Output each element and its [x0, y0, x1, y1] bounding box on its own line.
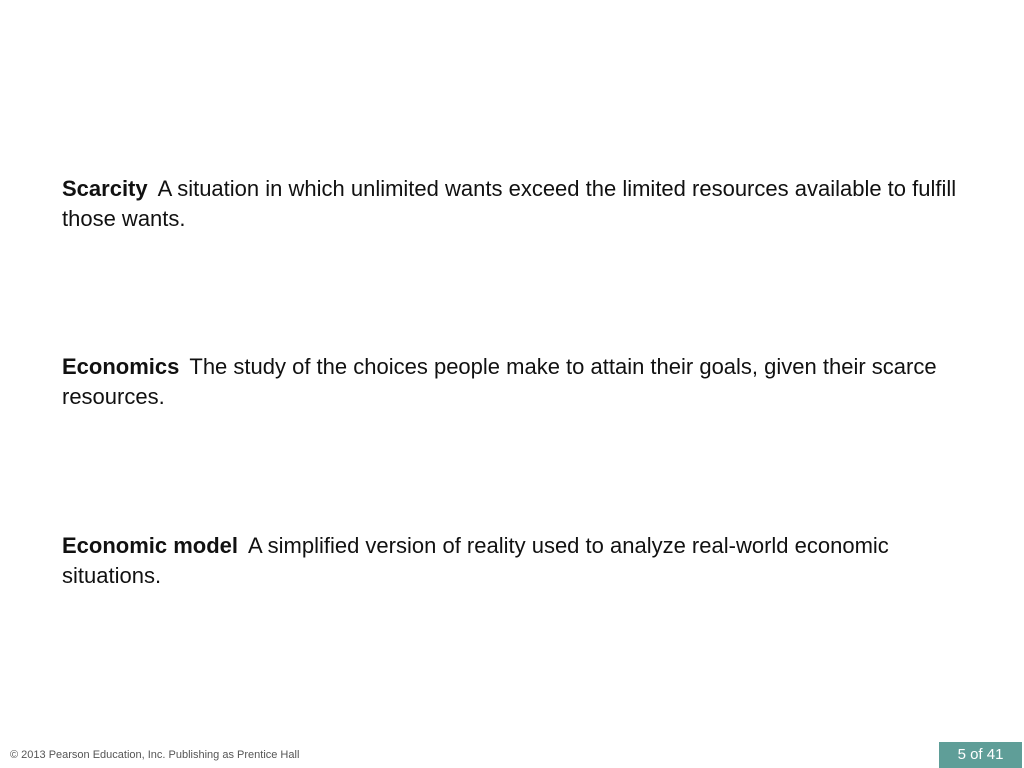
definition-text: A simplified version of reality used to analyze real-world economic situations.	[62, 533, 889, 588]
definition-text: A situation in which unlimited wants exceed the limited resources available to fulfill those wants.	[62, 176, 957, 231]
definition-term: Economic model	[62, 533, 239, 558]
definition-term: Economics	[62, 354, 180, 379]
definition-economic-model	[62, 531, 962, 591]
definition-term: Scarcity	[62, 176, 148, 201]
page-number-badge: 5 of 41	[939, 742, 1022, 768]
definition-text: The study of the choices people make to attain their goals, given their scarce resources.	[62, 354, 937, 409]
definition-scarcity	[62, 174, 962, 234]
footer-copyright: © 2013 Pearson Education, Inc. Publishing as Prentice Hall	[10, 749, 300, 761]
definition-economics	[62, 352, 962, 412]
